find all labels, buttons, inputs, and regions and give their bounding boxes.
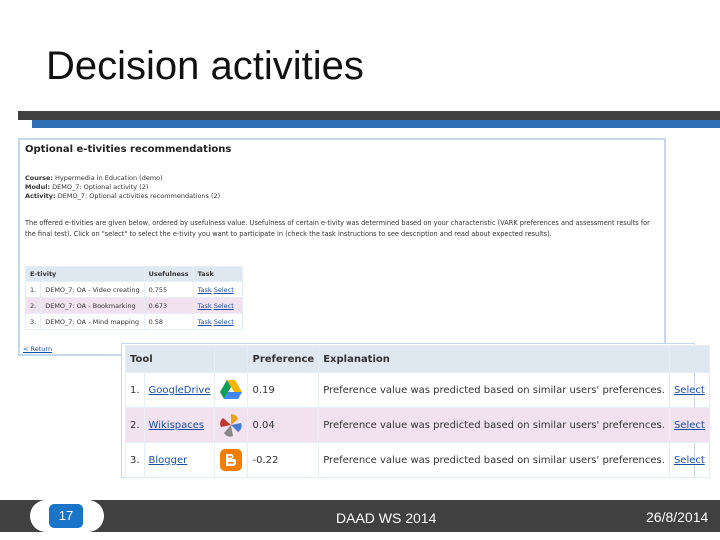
activity-label: Activity: [25,192,56,200]
usefulness-value: 0.58 [144,314,193,330]
select-link[interactable]: Select [213,317,234,326]
etivity-name: DEMO_7: OA - Video creating [41,282,144,298]
select-cell [669,443,709,478]
tool-name-cell [144,373,215,408]
row-number: 2. [26,298,41,314]
column-header-usefulness: Usefulness [144,267,193,282]
column-header-etivity: E-tivity [26,267,145,282]
explanation-text: Preference value was predicted based on similar users' preferences. [319,443,670,478]
row-number: 3. [126,443,145,478]
select-link[interactable]: Select [673,419,705,431]
etivity-name: DEMO_7: OA - Mind mapping [41,314,144,330]
table-row [26,282,243,298]
row-actions [193,314,242,330]
row-actions [193,282,242,298]
select-link[interactable]: Select [673,454,705,466]
task-link[interactable]: Task [197,301,212,310]
preference-value: 0.19 [248,373,319,408]
tools-panel [121,343,705,478]
icon-column-header [215,346,248,373]
etivity-name: DEMO_7: OA - Bookmarking [41,298,144,314]
tool-name-cell [144,443,215,478]
footer-date: 26/8/2014 [646,509,709,525]
recommendations-panel [18,138,666,356]
wikispaces-icon [219,413,243,437]
tool-name-link[interactable]: Wikispaces [148,419,205,431]
course-value: Hypermedia in Education (demo) [55,174,163,182]
blogger-icon [219,448,243,472]
select-cell [669,373,709,408]
select-link[interactable]: Select [213,301,234,310]
select-cell [669,408,709,443]
select-link[interactable]: Select [673,384,705,396]
column-header-task: Task [193,267,242,282]
preference-value: -0.22 [248,443,319,478]
google-drive-icon [219,378,243,402]
footer-event: DAAD WS 2014 [336,510,437,526]
column-header-preference: Preference [248,346,319,373]
activity-value: DEMO_7: Optional activities recommendations (2) [57,192,221,200]
select-column-header [669,346,709,373]
slide-title: Decision activities [46,44,364,88]
row-number: 1. [26,282,41,298]
column-header-tool: Tool [126,346,215,373]
explanation-text: Preference value was predicted based on similar users' preferences. [319,408,670,443]
column-header-explanation: Explanation [319,346,670,373]
select-link[interactable]: Select [213,285,234,294]
slide-number: 17 [49,504,83,528]
usefulness-value: 0.755 [144,282,193,298]
row-number: 1. [126,373,145,408]
tool-icon-cell [215,408,248,443]
tool-icon-cell [215,373,248,408]
etivity-table [25,266,243,330]
module-label: Modul: [25,183,51,191]
row-actions [193,298,242,314]
table-row [26,298,243,314]
table-row [126,443,710,478]
tools-table [125,345,710,478]
table-header-row [26,267,243,282]
module-value: DEMO_7: Optional activity (2) [52,183,149,191]
table-row [126,373,710,408]
tool-name-cell [144,408,215,443]
course-label: Course: [25,174,53,182]
tool-name-link[interactable]: Blogger [148,454,188,466]
return-link[interactable]: < Return [23,345,53,353]
table-header-row [126,346,710,373]
header-divider-dark [18,111,720,120]
task-link[interactable]: Task [197,285,212,294]
recommendations-description: The offered e-tivities are given below, ordered by usefulness value. Usefulness of certain e-tivity was determined based on your characteristic (VARK preferences and assessment results for the final test). Click on "select" to select the e-tivity you want to participate in (check the task instructions to see description and read about expected results). [25,219,650,238]
tool-name-link[interactable]: GoogleDrive [148,384,211,396]
task-link[interactable]: Task [197,317,212,326]
recommendations-heading: Optional e-tivities recommendations [25,144,232,155]
row-number: 3. [26,314,41,330]
row-number: 2. [126,408,145,443]
table-row [26,314,243,330]
preference-value: 0.04 [248,408,319,443]
usefulness-value: 0.673 [144,298,193,314]
table-row [126,408,710,443]
explanation-text: Preference value was predicted based on similar users' preferences. [319,373,670,408]
course-meta [25,174,220,201]
header-divider-blue [32,120,720,128]
tool-icon-cell [215,443,248,478]
